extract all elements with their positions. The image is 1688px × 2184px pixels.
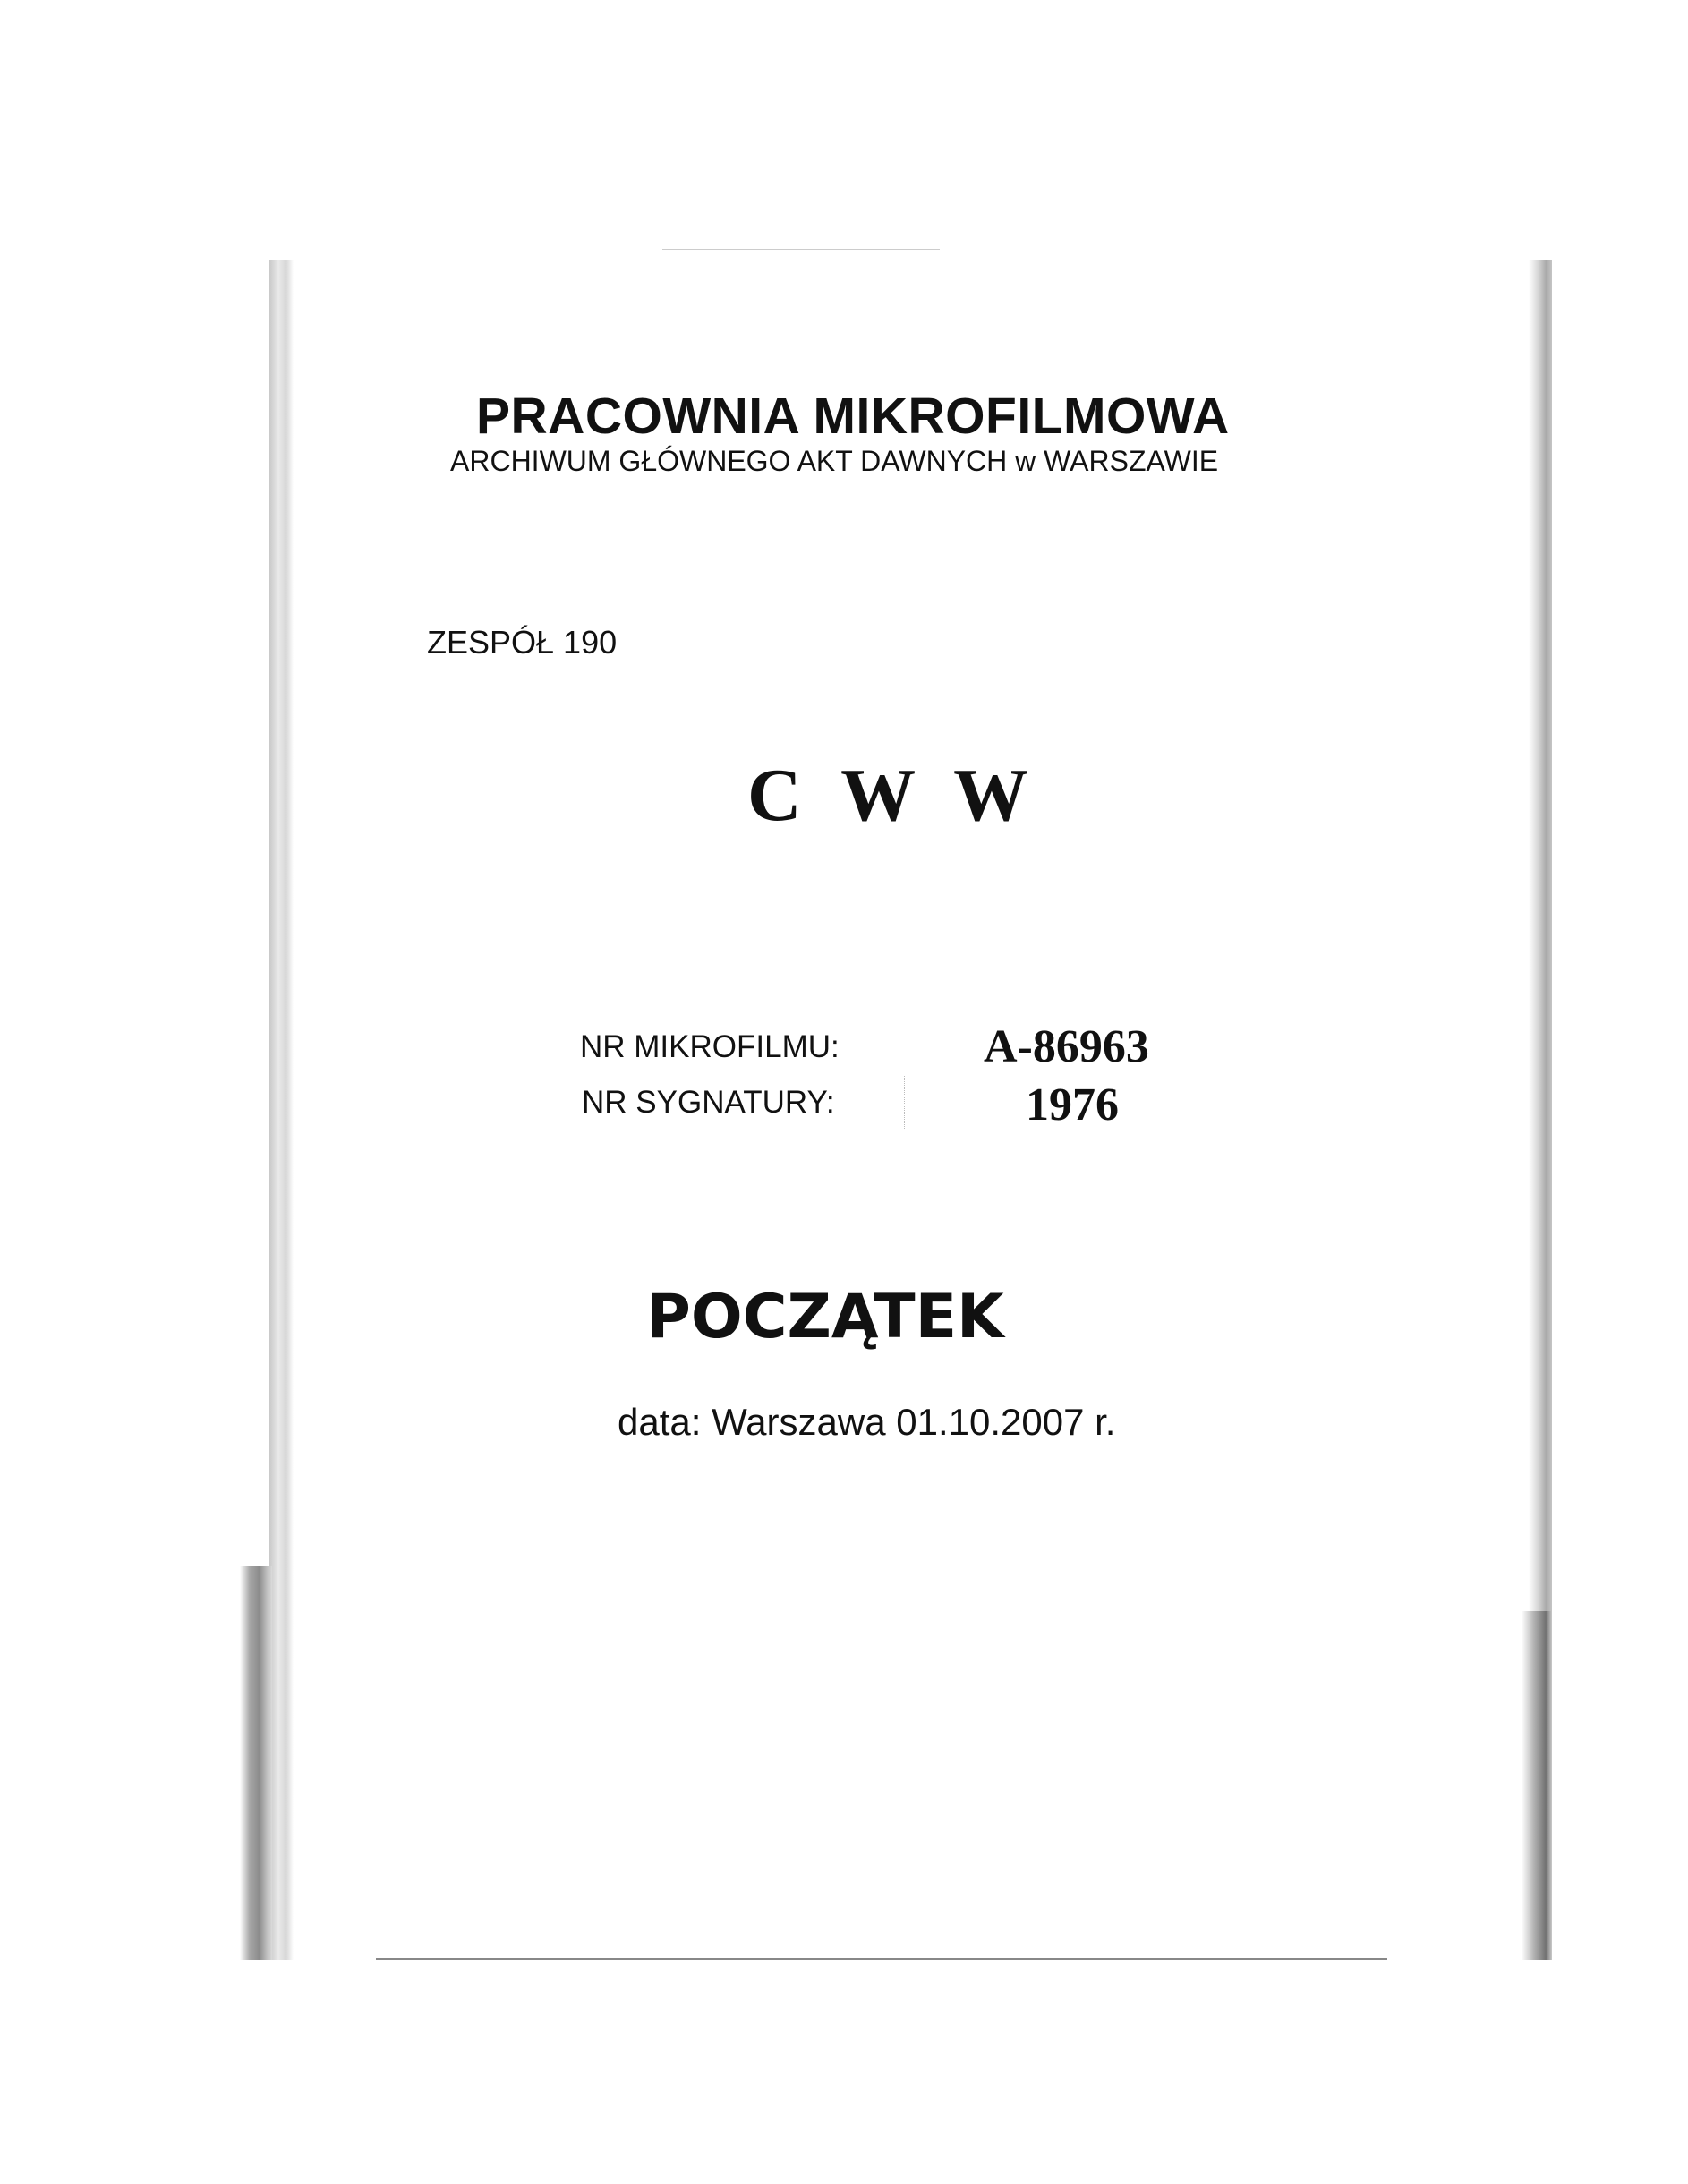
scan-edge-right-shadow [1522,1611,1552,1960]
heading-start: POCZĄTEK [646,1282,1004,1352]
scan-edge-top [662,249,940,250]
date-line: data: Warszawa 01.10.2007 r. [618,1401,1116,1443]
signature-value: 1976 [1026,1079,1119,1130]
scan-edge-bottom [376,1958,1387,1960]
microfilm-label: NR MIKROFILMU: [580,1029,840,1064]
fonds-number: ZESPÓŁ 190 [427,624,618,661]
document-subtitle: ARCHIWUM GŁÓWNEGO AKT DAWNYCH w WARSZAWIE [450,445,1219,477]
scan-edge-left [269,260,294,1960]
document-title: PRACOWNIA MIKROFILMOWA [476,388,1230,445]
scan-edge-left-shadow [240,1566,272,1960]
collection-code: C W W [747,754,1040,837]
signature-label: NR SYGNATURY: [582,1085,835,1120]
microfilm-value: A-86963 [984,1021,1149,1072]
